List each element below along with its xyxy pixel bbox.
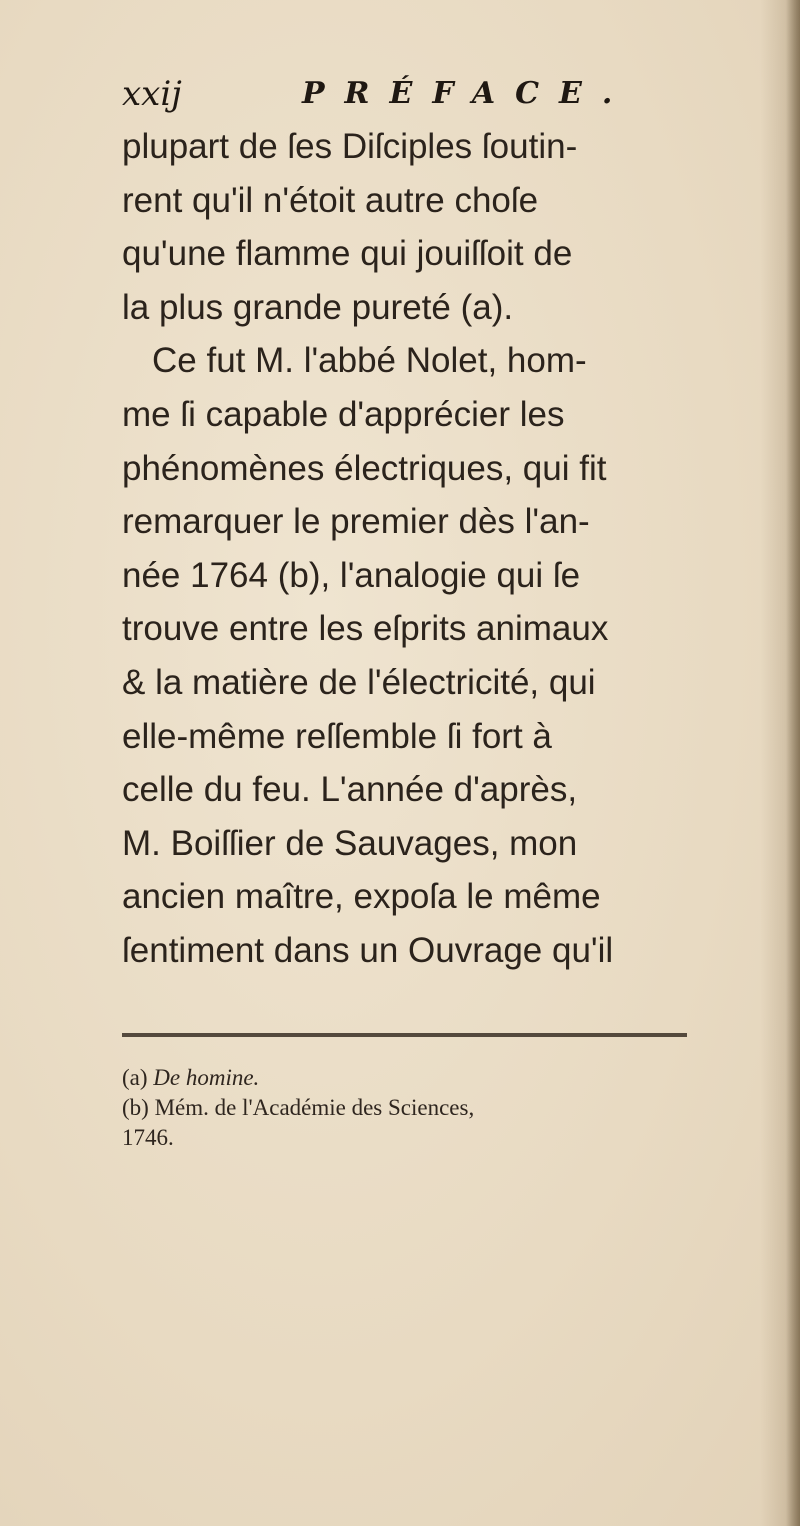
text-line: ancien maître, expoſa le même [122, 877, 601, 917]
footnote-a-marker: (a) [122, 1065, 148, 1090]
body-text [122, 120, 712, 978]
footnote-b-text: Mém. de l'Académie des Sciences, [154, 1095, 475, 1120]
running-title: PRÉFACE. [302, 76, 633, 111]
running-head [122, 72, 682, 116]
text-line: remarquer le premier dès l'an- [122, 502, 590, 542]
text-line: M. Boiſſier de Sauvages, mon [122, 823, 578, 863]
footnotes [122, 1063, 702, 1153]
text-line: ſentiment dans un Ouvrage qu'il [122, 930, 614, 970]
footnote-separator-rule [122, 1033, 687, 1037]
text-line: & la matière de l'électricité, qui [122, 662, 596, 702]
page-edge-shadow [786, 0, 800, 1526]
text-line: trouve entre les eſprits animaux [122, 609, 609, 649]
footnote-a-text: De homine. [153, 1065, 260, 1090]
footnote-b-continuation: 1746. [122, 1125, 174, 1150]
text-line: phénomènes électriques, qui fit [122, 448, 607, 488]
page-number: xxij [122, 74, 182, 114]
text-line: me ſi capable d'apprécier les [122, 394, 565, 434]
text-line: elle-même reſſemble ſi fort à [122, 716, 552, 756]
text-line: la plus grande pureté (a). [122, 287, 514, 327]
text-line-paragraph-start: Ce fut M. l'abbé Nolet, hom- [152, 341, 587, 381]
text-line: celle du feu. L'année d'après, [122, 770, 578, 810]
text-line: rent qu'il n'étoit autre choſe [122, 180, 539, 220]
text-line: plupart de ſes Diſciples ſoutin- [122, 127, 578, 166]
text-line: née 1764 (b), l'analogie qui ſe [122, 555, 581, 595]
footnote-b-marker: (b) [122, 1095, 149, 1120]
footnote-b [122, 1093, 702, 1123]
footnote-a [122, 1063, 702, 1093]
text-line: qu'une flamme qui jouiſſoit de [122, 234, 573, 274]
